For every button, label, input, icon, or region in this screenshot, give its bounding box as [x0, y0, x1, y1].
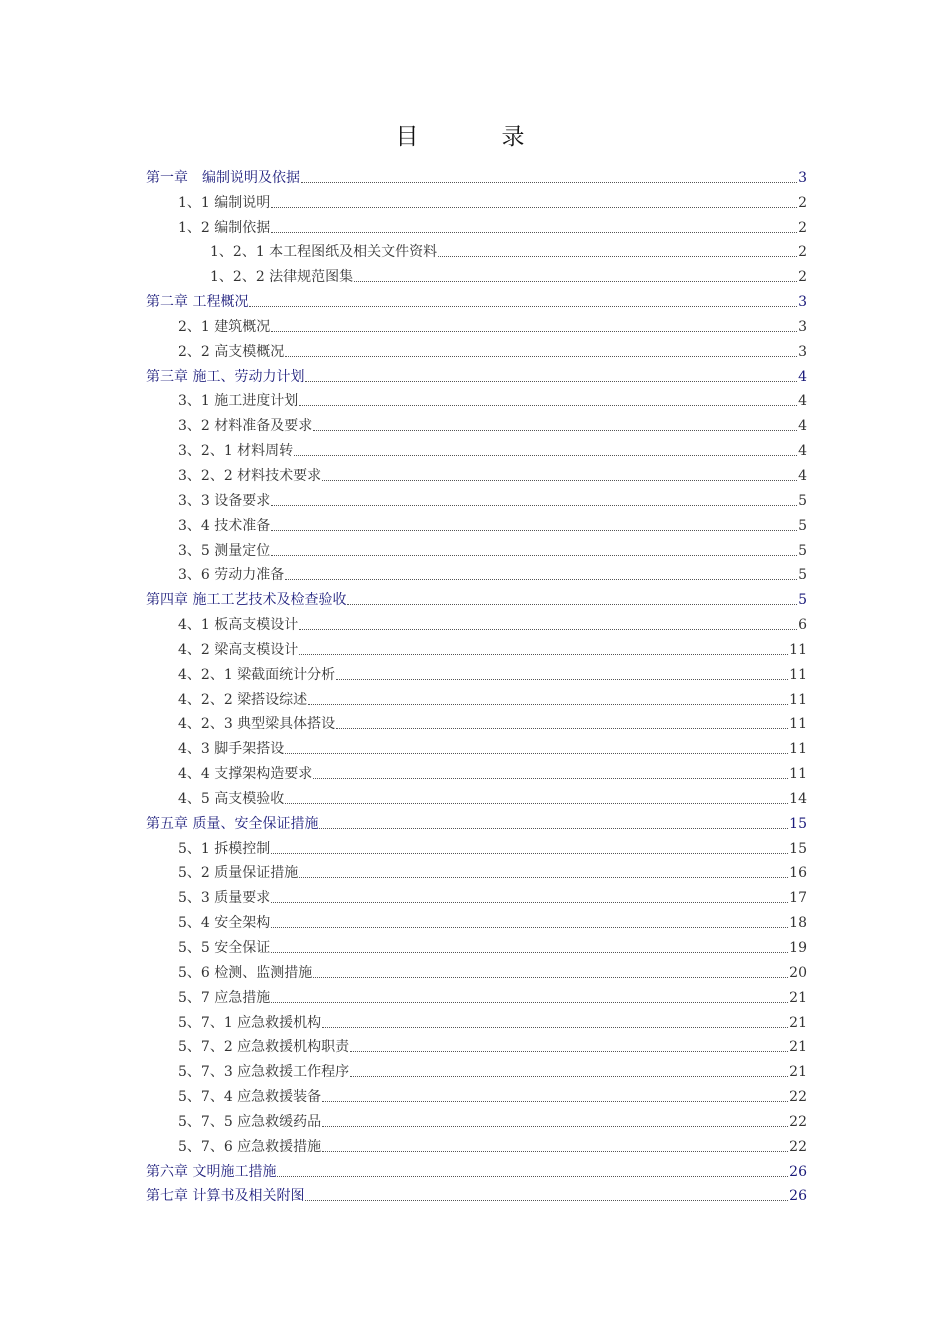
toc-entry-page-number: 14	[789, 790, 807, 807]
toc-entry[interactable]	[146, 1032, 807, 1057]
toc-entry-page-number: 2	[798, 194, 807, 211]
toc-entry-title: 1、2 编制依据	[178, 219, 271, 236]
toc-dot-leader	[322, 1026, 788, 1028]
toc-entry-title: 3、3 设备要求	[178, 492, 271, 509]
toc-entry-title: 第五章 质量、安全保证措施	[146, 815, 319, 832]
toc-entry[interactable]	[146, 783, 807, 808]
toc-entry-title: 5、5 安全保证	[178, 940, 271, 956]
toc-entry-page-number: 18	[789, 915, 807, 932]
toc-entry[interactable]	[146, 758, 807, 783]
toc-dot-leader	[305, 1199, 788, 1201]
toc-entry-title: 3、4 技术准备	[178, 517, 271, 534]
toc-entry[interactable]	[146, 932, 807, 957]
toc-entry-page-number: 3	[798, 294, 807, 311]
toc-entry-title: 第三章 施工、劳动力计划	[146, 368, 305, 385]
toc-entry-title: 3、5 测量定位	[178, 542, 271, 559]
toc-entry-title: 4、2 梁高支模设计	[178, 641, 299, 658]
toc-dot-leader	[322, 479, 797, 481]
toc-entry-page-number: 3	[798, 318, 807, 335]
toc-entry-title: 2、2 高支模概况	[178, 343, 285, 360]
toc-dot-leader	[285, 578, 797, 580]
toc-entry-page-number: 4	[798, 393, 807, 410]
toc-entry[interactable]	[146, 733, 807, 758]
toc-entry-page-number: 5	[798, 492, 807, 509]
toc-entry-title: 2、1 建筑概况	[178, 318, 271, 335]
toc-dot-leader	[301, 181, 797, 183]
toc-entry[interactable]	[146, 584, 807, 609]
toc-entry-title: 4、5 高支模验收	[178, 790, 285, 807]
toc-entry-title: 3、2、2 材料技术要求	[178, 467, 322, 484]
toc-entry-title: 5、7、4 应急救援装备	[178, 1089, 322, 1106]
toc-entry-title: 5、7、2 应急救援机构职责	[178, 1039, 350, 1056]
toc-dot-leader	[285, 802, 788, 804]
toc-entry-title: 4、2、2 梁搭设综述	[178, 691, 308, 708]
toc-entry-page-number: 22	[789, 1113, 807, 1130]
table-of-contents	[146, 162, 807, 1205]
toc-entry[interactable]	[146, 808, 807, 833]
toc-entry-title: 1、1 编制说明	[178, 194, 271, 211]
toc-entry-title: 第六章 文明施工措施	[146, 1163, 277, 1180]
toc-entry-page-number: 21	[789, 1039, 807, 1056]
toc-dot-leader	[271, 330, 797, 332]
toc-entry-title: 5、4 安全架构	[178, 915, 271, 932]
toc-entry-title: 3、1 施工进度计划	[178, 393, 299, 410]
toc-dot-leader	[285, 752, 788, 754]
toc-entry-title: 1、2、2 法律规范图集	[210, 269, 354, 286]
toc-dot-leader	[350, 1050, 788, 1052]
toc-entry[interactable]	[146, 1106, 807, 1131]
toc-entry-page-number: 15	[789, 840, 807, 857]
toc-entry-page-number: 15	[789, 815, 807, 832]
toc-dot-leader	[271, 206, 797, 208]
toc-entry-title: 4、4 支撑架构造要求	[178, 766, 313, 783]
toc-entry-title: 5、6 检测、监测措施	[178, 964, 313, 981]
toc-entry-page-number: 11	[789, 641, 807, 658]
toc-entry-title: 5、7、3 应急救援工作程序	[178, 1064, 350, 1081]
toc-dot-leader	[313, 976, 788, 978]
toc-entry-page-number: 5	[798, 542, 807, 559]
toc-entry-page-number: 5	[798, 517, 807, 534]
toc-entry-title: 5、7、5 应急救缓药品	[178, 1113, 322, 1130]
toc-entry[interactable]	[146, 535, 807, 560]
toc-entry-page-number: 5	[798, 567, 807, 584]
toc-entry[interactable]	[146, 435, 807, 460]
toc-entry-title: 第一章 编制说明及依据	[146, 169, 300, 186]
toc-entry[interactable]	[146, 907, 807, 932]
toc-entry[interactable]	[146, 286, 807, 311]
toc-entry[interactable]	[146, 709, 807, 734]
toc-title: 目 录	[395, 124, 555, 150]
toc-dot-leader	[313, 429, 797, 431]
toc-dot-leader	[322, 1150, 788, 1152]
toc-entry-page-number: 17	[789, 890, 807, 907]
toc-entry-title: 5、3 质量要求	[178, 890, 271, 907]
toc-entry-page-number: 2	[798, 219, 807, 236]
toc-entry-page-number: 21	[789, 1064, 807, 1081]
toc-entry-title: 4、3 脚手架搭设	[178, 741, 285, 758]
toc-dot-leader	[285, 355, 797, 357]
toc-entry-page-number: 4	[798, 368, 807, 385]
toc-entry-page-number: 4	[798, 443, 807, 460]
toc-entry[interactable]	[146, 659, 807, 684]
toc-entry[interactable]	[146, 1081, 807, 1106]
toc-dot-leader	[249, 305, 797, 307]
toc-dot-leader	[294, 454, 797, 456]
toc-entry-page-number: 2	[798, 269, 807, 286]
toc-entry-page-number: 11	[789, 666, 807, 683]
toc-entry-title: 4、2、3 典型梁具体搭设	[178, 716, 336, 733]
toc-entry-title: 1、2、1 本工程图纸及相关文件资料	[210, 244, 438, 261]
toc-entry[interactable]	[146, 833, 807, 858]
toc-dot-leader	[271, 901, 788, 903]
toc-dot-leader	[299, 404, 797, 406]
toc-entry[interactable]	[146, 982, 807, 1007]
toc-entry[interactable]	[146, 237, 807, 262]
toc-entry[interactable]	[146, 162, 807, 187]
toc-entry[interactable]	[146, 261, 807, 286]
toc-entry[interactable]	[146, 510, 807, 535]
toc-entry-title: 3、6 劳动力准备	[178, 567, 285, 584]
toc-entry-page-number: 22	[789, 1138, 807, 1155]
toc-entry-page-number: 11	[789, 741, 807, 758]
toc-dot-leader	[305, 380, 797, 382]
toc-entry-page-number: 11	[789, 691, 807, 708]
toc-dot-leader	[322, 1125, 788, 1127]
toc-entry-title: 5、1 拆模控制	[178, 840, 271, 857]
toc-entry-page-number: 21	[789, 1014, 807, 1031]
toc-dot-leader	[299, 876, 788, 878]
toc-entry[interactable]	[146, 957, 807, 982]
toc-dot-leader	[271, 951, 788, 953]
toc-dot-leader	[271, 852, 788, 854]
toc-entry[interactable]	[146, 634, 807, 659]
toc-dot-leader	[277, 1175, 788, 1177]
toc-entry[interactable]	[146, 410, 807, 435]
toc-entry-page-number: 3	[798, 343, 807, 360]
toc-entry-title: 5、2 质量保证措施	[178, 865, 299, 882]
toc-entry-page-number: 11	[789, 766, 807, 783]
toc-dot-leader	[350, 1075, 788, 1077]
toc-entry[interactable]	[146, 684, 807, 709]
toc-entry[interactable]	[146, 311, 807, 336]
toc-dot-leader	[336, 678, 788, 680]
toc-entry-page-number: 4	[798, 418, 807, 435]
toc-entry-page-number: 20	[789, 964, 807, 981]
toc-entry-page-number: 4	[798, 467, 807, 484]
toc-entry[interactable]	[146, 187, 807, 212]
toc-dot-leader	[319, 827, 788, 829]
toc-dot-leader	[313, 777, 788, 779]
toc-entry-title: 3、2、1 材料周转	[178, 443, 294, 460]
toc-entry-title: 5、7 应急措施	[178, 989, 271, 1006]
toc-dot-leader	[299, 653, 788, 655]
toc-entry-page-number: 5	[798, 592, 807, 609]
toc-entry-title: 5、7、1 应急救援机构	[178, 1014, 322, 1031]
toc-entry[interactable]	[146, 361, 807, 386]
toc-entry[interactable]	[146, 460, 807, 485]
toc-entry-page-number: 3	[798, 169, 807, 186]
toc-entry-title: 第七章 计算书及相关附图	[146, 1188, 305, 1205]
toc-entry-title: 5、7、6 应急救援措施	[178, 1138, 322, 1155]
toc-entry[interactable]	[146, 1056, 807, 1081]
toc-dot-leader	[271, 504, 797, 506]
toc-entry[interactable]	[146, 609, 807, 634]
toc-entry-page-number: 11	[789, 716, 807, 733]
toc-entry[interactable]	[146, 336, 807, 361]
toc-entry-title: 第四章 施工工艺技术及检查验收	[146, 592, 347, 609]
toc-entry[interactable]	[146, 560, 807, 585]
toc-entry-page-number: 19	[789, 940, 807, 956]
toc-dot-leader	[322, 1100, 788, 1102]
toc-entry-page-number: 6	[798, 617, 807, 634]
toc-entry[interactable]	[146, 212, 807, 237]
toc-dot-leader	[438, 255, 797, 257]
toc-dot-leader	[271, 231, 797, 233]
toc-entry-page-number: 26	[789, 1163, 807, 1180]
toc-dot-leader	[336, 727, 788, 729]
toc-entry-title: 第二章 工程概况	[146, 294, 249, 311]
toc-entry[interactable]	[146, 882, 807, 907]
toc-dot-leader	[299, 628, 797, 630]
toc-dot-leader	[271, 1001, 788, 1003]
toc-entry-page-number: 22	[789, 1089, 807, 1106]
toc-dot-leader	[271, 529, 797, 531]
toc-entry-title: 4、1 板高支模设计	[178, 617, 299, 634]
toc-entry-page-number: 26	[789, 1188, 807, 1205]
toc-dot-leader	[271, 554, 797, 556]
toc-entry[interactable]	[146, 1181, 807, 1206]
toc-entry[interactable]	[146, 386, 807, 411]
toc-entry-page-number: 2	[798, 244, 807, 261]
toc-entry[interactable]	[146, 1156, 807, 1181]
toc-dot-leader	[347, 603, 797, 605]
toc-entry[interactable]	[146, 858, 807, 883]
toc-entry[interactable]	[146, 1007, 807, 1032]
toc-entry-page-number: 16	[789, 865, 807, 882]
toc-dot-leader	[354, 280, 797, 282]
toc-entry-title: 3、2 材料准备及要求	[178, 418, 313, 435]
toc-entry-title: 4、2、1 梁截面统计分析	[178, 666, 336, 683]
toc-entry-page-number: 21	[789, 989, 807, 1006]
toc-entry[interactable]	[146, 485, 807, 510]
toc-entry[interactable]	[146, 1131, 807, 1156]
toc-dot-leader	[308, 703, 788, 705]
toc-dot-leader	[271, 926, 788, 928]
